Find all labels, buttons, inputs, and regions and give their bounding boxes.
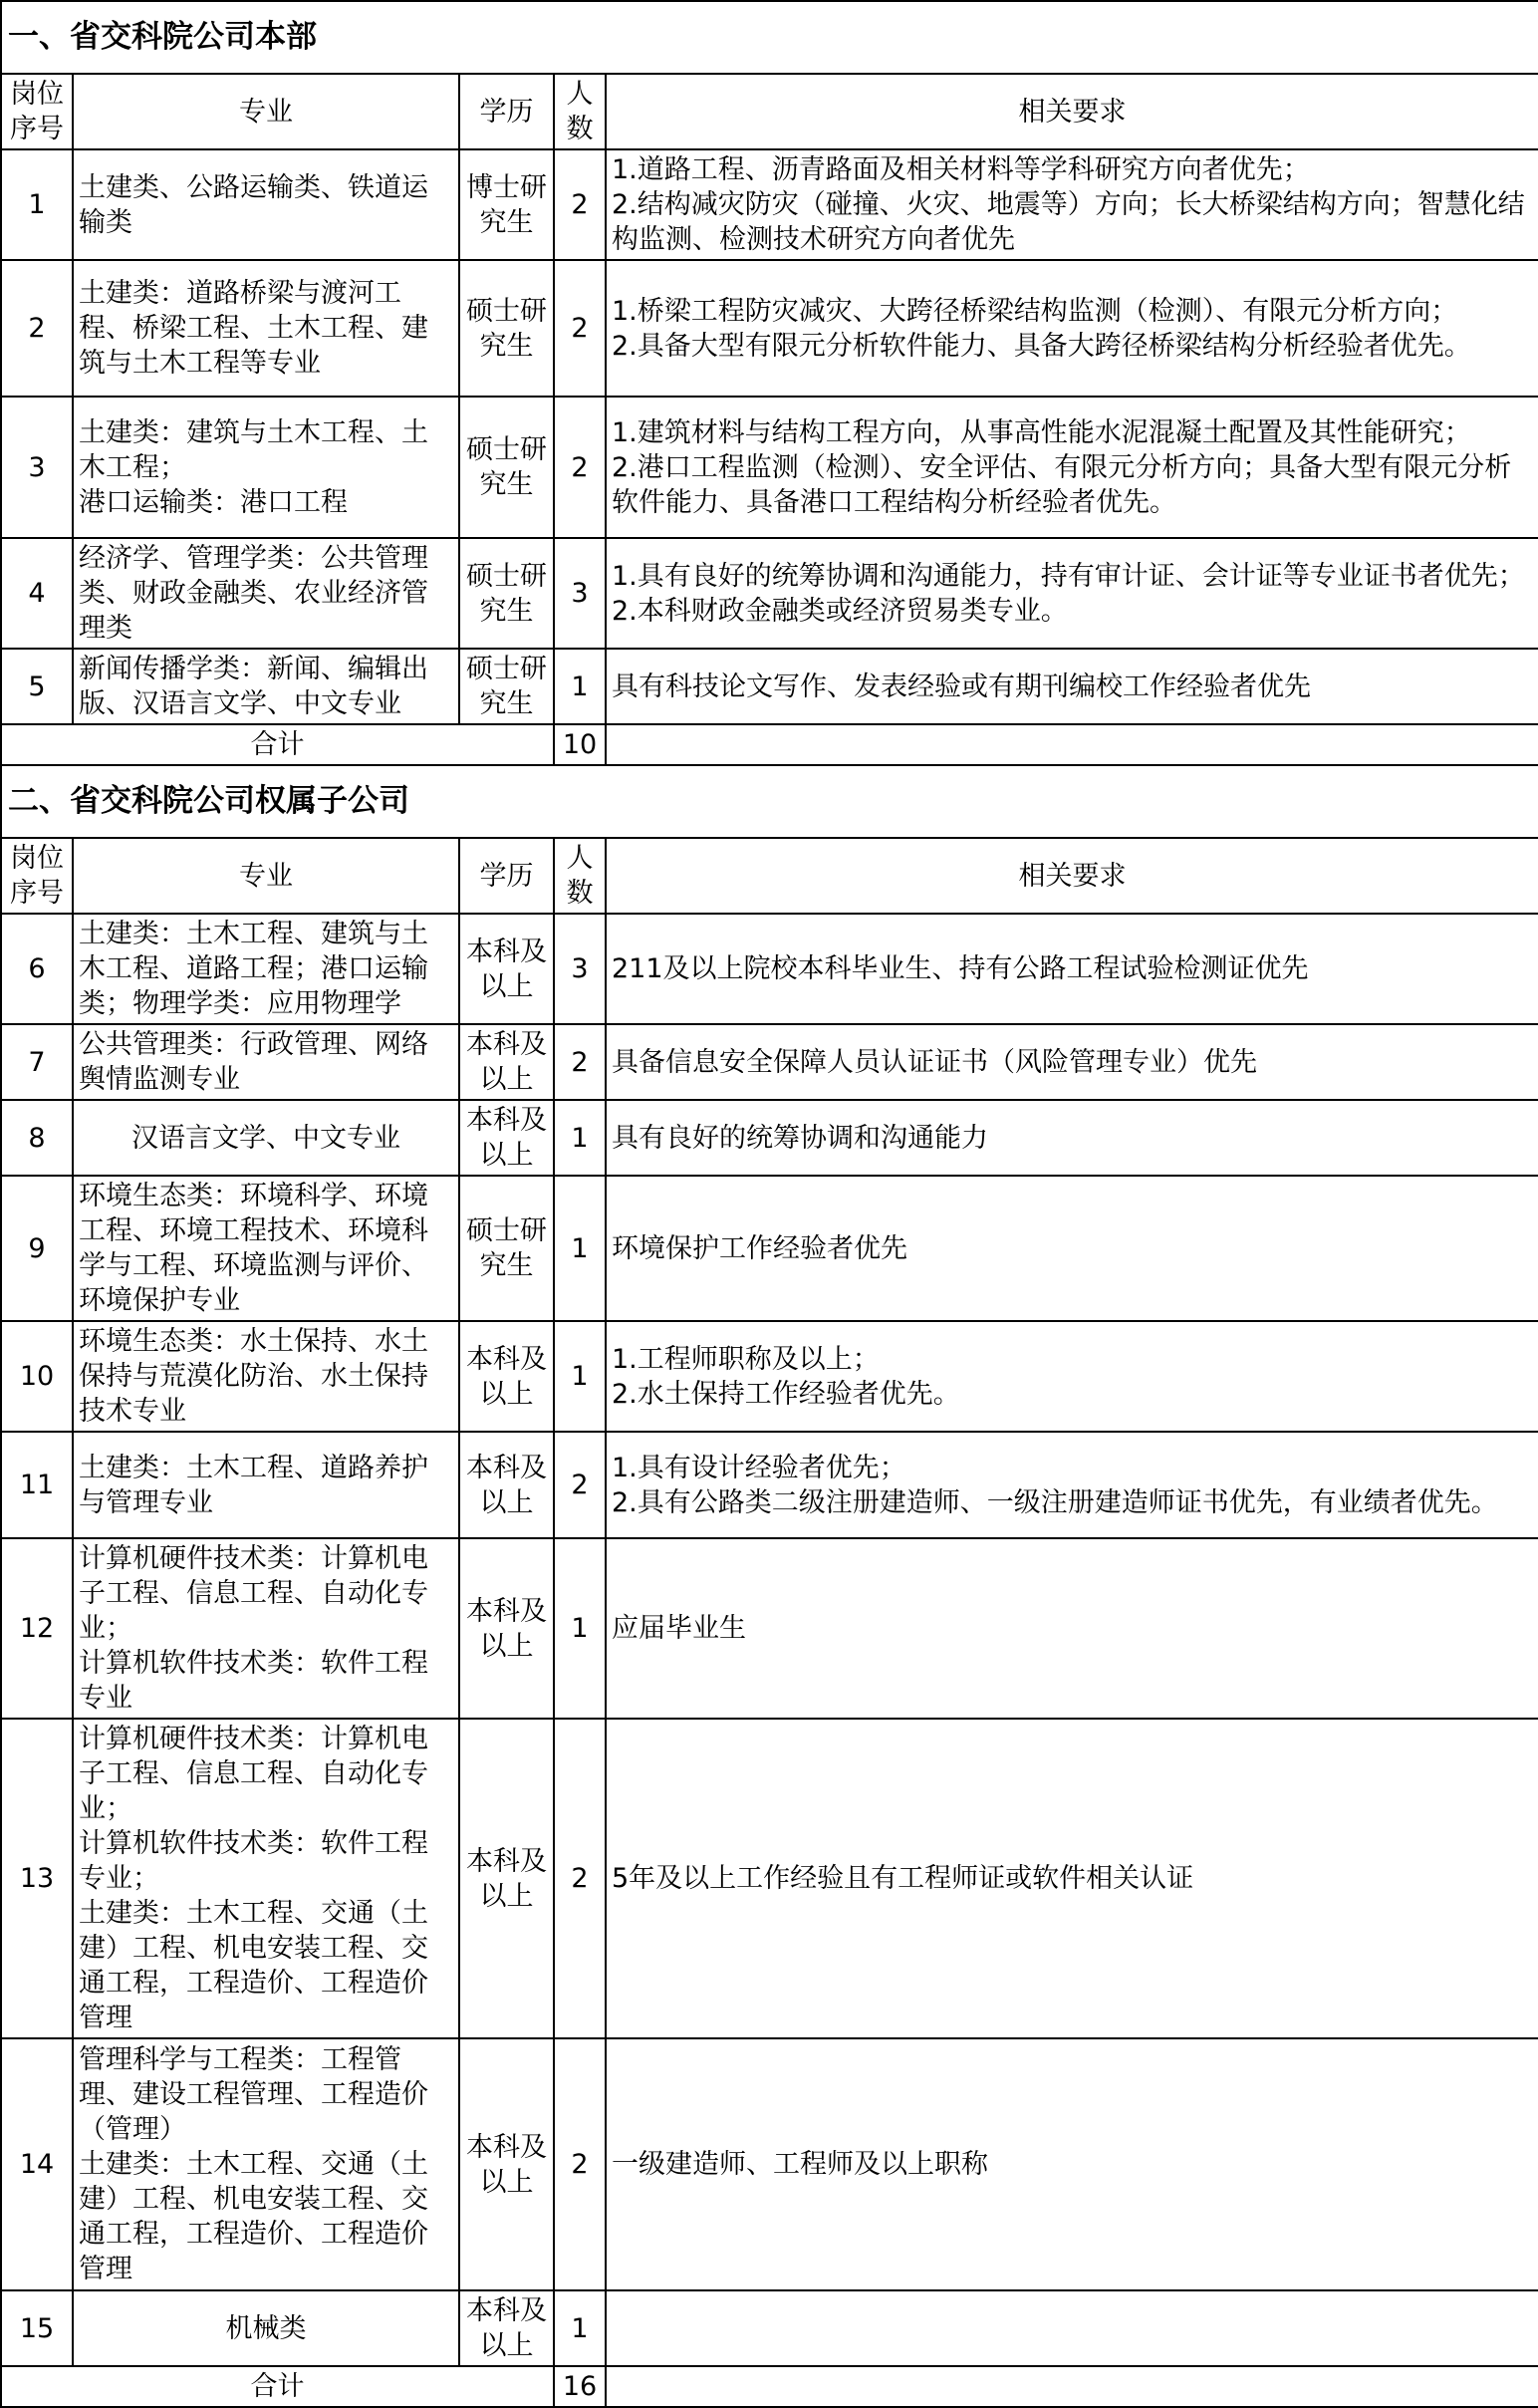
header-row <box>1 74 1538 149</box>
cell-count: 1 <box>554 2290 606 2366</box>
cell-req: 1.桥梁工程防灾减灾、大跨径桥梁结构监测（检测）、有限元分析方向； 2.具备大型有限元分析软件能力、具备大跨径桥梁结构分析经验者优先。 <box>606 260 1538 397</box>
cell-major: 计算机硬件技术类：计算机电子工程、信息工程、自动化专业； 计算机软件技术类：软件工程专业； 土建类：土木工程、交通（土建）工程、机电安装工程、交通工程，工程造价、工程造价管理 <box>73 1719 459 2038</box>
total-label: 合计 <box>1 724 554 765</box>
table-row <box>1 1176 1538 1321</box>
table-row <box>1 1719 1538 2038</box>
cell-seq: 3 <box>1 397 73 538</box>
cell-req: 具有良好的统筹协调和沟通能力 <box>606 1100 1538 1176</box>
cell-edu: 本科及以上 <box>459 1321 554 1432</box>
cell-count: 3 <box>554 914 606 1024</box>
cell-major: 机械类 <box>73 2290 459 2366</box>
cell-major: 土建类：土木工程、建筑与土木工程、道路工程；港口运输类；物理学类：应用物理学 <box>73 914 459 1024</box>
cell-major: 计算机硬件技术类：计算机电子工程、信息工程、自动化专业； 计算机软件技术类：软件工程专业 <box>73 1538 459 1719</box>
cell-req: 1.工程师职称及以上； 2.水土保持工作经验者优先。 <box>606 1321 1538 1432</box>
cell-edu: 本科及以上 <box>459 2290 554 2366</box>
cell-count: 3 <box>554 538 606 649</box>
total-blank <box>606 724 1538 765</box>
header-count: 人数 <box>554 74 606 149</box>
table-row <box>1 914 1538 1024</box>
table-row <box>1 1321 1538 1432</box>
cell-edu: 硕士研究生 <box>459 649 554 724</box>
cell-count: 2 <box>554 260 606 397</box>
cell-seq: 13 <box>1 1719 73 2038</box>
cell-edu: 本科及以上 <box>459 1538 554 1719</box>
cell-edu: 本科及以上 <box>459 1100 554 1176</box>
section-title: 一、省交科院公司本部 <box>1 1 1538 74</box>
cell-req: 具有科技论文写作、发表经验或有期刊编校工作经验者优先 <box>606 649 1538 724</box>
cell-count: 1 <box>554 1100 606 1176</box>
header-edu: 学历 <box>459 838 554 914</box>
cell-major: 土建类：土木工程、道路养护与管理专业 <box>73 1432 459 1538</box>
cell-major: 汉语言文学、中文专业 <box>73 1100 459 1176</box>
table-row <box>1 149 1538 260</box>
cell-count: 1 <box>554 649 606 724</box>
cell-major: 土建类、公路运输类、铁道运输类 <box>73 149 459 260</box>
header-req: 相关要求 <box>606 838 1538 914</box>
cell-seq: 2 <box>1 260 73 397</box>
cell-seq: 11 <box>1 1432 73 1538</box>
cell-seq: 12 <box>1 1538 73 1719</box>
cell-edu: 本科及以上 <box>459 1024 554 1100</box>
header-major: 专业 <box>73 74 459 149</box>
cell-count: 2 <box>554 149 606 260</box>
cell-edu: 本科及以上 <box>459 1432 554 1538</box>
total-row <box>1 2366 1538 2407</box>
cell-edu: 硕士研究生 <box>459 397 554 538</box>
table-row <box>1 2038 1538 2290</box>
cell-req: 具备信息安全保障人员认证证书（风险管理专业）优先 <box>606 1024 1538 1100</box>
cell-req <box>606 2290 1538 2366</box>
cell-edu: 博士研究生 <box>459 149 554 260</box>
cell-seq: 7 <box>1 1024 73 1100</box>
header-major: 专业 <box>73 838 459 914</box>
cell-req: 211及以上院校本科毕业生、持有公路工程试验检测证优先 <box>606 914 1538 1024</box>
cell-major: 管理科学与工程类：工程管理、建设工程管理、工程造价（管理） 土建类：土木工程、交通（土建）工程、机电安装工程、交通工程，工程造价、工程造价管理 <box>73 2038 459 2290</box>
cell-major: 环境生态类：水土保持、水土保持与荒漠化防治、水土保持技术专业 <box>73 1321 459 1432</box>
cell-edu: 本科及以上 <box>459 1719 554 2038</box>
header-seq: 岗位序号 <box>1 74 73 149</box>
header-edu: 学历 <box>459 74 554 149</box>
cell-count: 1 <box>554 1321 606 1432</box>
cell-req: 5年及以上工作经验且有工程师证或软件相关认证 <box>606 1719 1538 2038</box>
total-label: 合计 <box>1 2366 554 2407</box>
cell-seq: 9 <box>1 1176 73 1321</box>
cell-count: 1 <box>554 1538 606 1719</box>
section-title-row <box>1 1 1538 74</box>
cell-req: 1.建筑材料与结构工程方向，从事高性能水泥混凝土配置及其性能研究； 2.港口工程监测（检测）、安全评估、有限元分析方向；具备大型有限元分析软件能力、具备港口工程结构分析经验者优先。 <box>606 397 1538 538</box>
cell-req: 应届毕业生 <box>606 1538 1538 1719</box>
header-row <box>1 838 1538 914</box>
table-row <box>1 260 1538 397</box>
cell-seq: 5 <box>1 649 73 724</box>
cell-major: 公共管理类：行政管理、网络舆情监测专业 <box>73 1024 459 1100</box>
cell-major: 新闻传播学类：新闻、编辑出版、汉语言文学、中文专业 <box>73 649 459 724</box>
table-row <box>1 538 1538 649</box>
total-value: 16 <box>554 2366 606 2407</box>
cell-req: 1.道路工程、沥青路面及相关材料等学科研究方向者优先； 2.结构减灾防灾（碰撞、火灾、地震等）方向；长大桥梁结构方向；智慧化结构监测、检测技术研究方向者优先 <box>606 149 1538 260</box>
table-row <box>1 2290 1538 2366</box>
cell-seq: 10 <box>1 1321 73 1432</box>
total-blank <box>606 2366 1538 2407</box>
cell-seq: 14 <box>1 2038 73 2290</box>
table-row <box>1 1538 1538 1719</box>
section-title: 二、省交科院公司权属子公司 <box>1 765 1538 838</box>
cell-edu: 本科及以上 <box>459 2038 554 2290</box>
cell-seq: 15 <box>1 2290 73 2366</box>
cell-count: 2 <box>554 1719 606 2038</box>
table-row <box>1 649 1538 724</box>
cell-major: 经济学、管理学类：公共管理类、财政金融类、农业经济管理类 <box>73 538 459 649</box>
cell-edu: 硕士研究生 <box>459 1176 554 1321</box>
cell-req: 环境保护工作经验者优先 <box>606 1176 1538 1321</box>
section-title-row <box>1 765 1538 838</box>
cell-req: 1.具有设计经验者优先； 2.具有公路类二级注册建造师、一级注册建造师证书优先，有业绩者优先。 <box>606 1432 1538 1538</box>
cell-seq: 8 <box>1 1100 73 1176</box>
table-row <box>1 1100 1538 1176</box>
cell-seq: 1 <box>1 149 73 260</box>
cell-seq: 6 <box>1 914 73 1024</box>
total-row <box>1 724 1538 765</box>
header-count: 人数 <box>554 838 606 914</box>
cell-count: 2 <box>554 1432 606 1538</box>
cell-edu: 硕士研究生 <box>459 260 554 397</box>
header-seq: 岗位序号 <box>1 838 73 914</box>
table-row <box>1 1432 1538 1538</box>
table-row <box>1 397 1538 538</box>
total-value: 10 <box>554 724 606 765</box>
cell-count: 2 <box>554 2038 606 2290</box>
cell-seq: 4 <box>1 538 73 649</box>
header-req: 相关要求 <box>606 74 1538 149</box>
cell-count: 1 <box>554 1176 606 1321</box>
table-row <box>1 1024 1538 1100</box>
cell-count: 2 <box>554 1024 606 1100</box>
cell-req: 1.具有良好的统筹协调和沟通能力，持有审计证、会计证等专业证书者优先； 2.本科财政金融类或经济贸易类专业。 <box>606 538 1538 649</box>
cell-major: 土建类：道路桥梁与渡河工程、桥梁工程、土木工程、建筑与土木工程等专业 <box>73 260 459 397</box>
cell-req: 一级建造师、工程师及以上职称 <box>606 2038 1538 2290</box>
cell-edu: 硕士研究生 <box>459 538 554 649</box>
cell-major: 土建类：建筑与土木工程、土木工程； 港口运输类：港口工程 <box>73 397 459 538</box>
cell-edu: 本科及以上 <box>459 914 554 1024</box>
cell-major: 环境生态类：环境科学、环境工程、环境工程技术、环境科学与工程、环境监测与评价、环境保护专业 <box>73 1176 459 1321</box>
cell-count: 2 <box>554 397 606 538</box>
